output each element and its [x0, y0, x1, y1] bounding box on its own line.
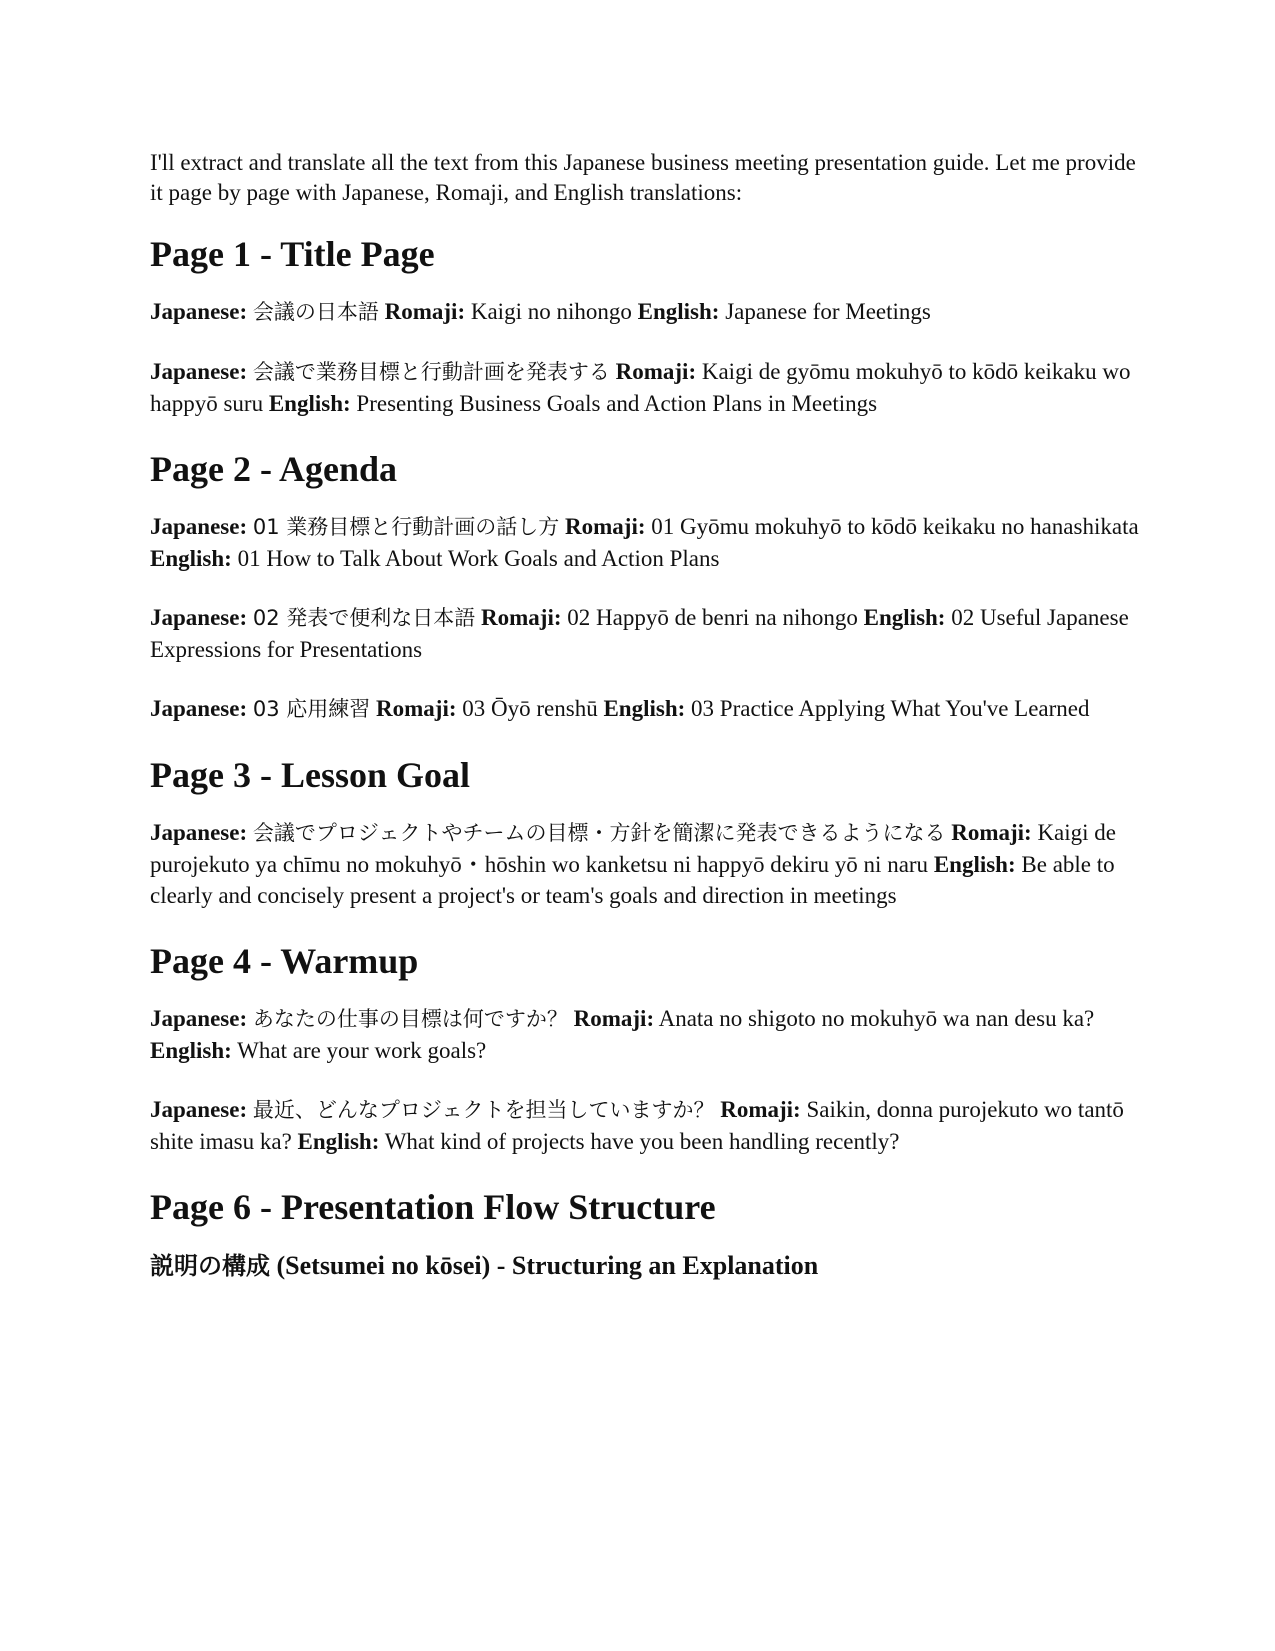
japanese-label: Japanese: [150, 1097, 248, 1122]
english-text: Japanese for Meetings [725, 299, 931, 324]
romaji-label: Romaji: [376, 696, 457, 721]
japanese-label: Japanese: [150, 299, 248, 324]
translation-entry [150, 296, 1140, 328]
intro-paragraph: I'll extract and translate all the text from this Japanese business meeting presentation guide. Let me provide it page by page with Japanese, Romaji, and English translations: [150, 150, 1136, 205]
romaji-label: Romaji: [951, 820, 1032, 845]
english-label: English: [150, 546, 232, 571]
english-label: English: [637, 299, 720, 324]
english-label: English: [297, 1129, 380, 1154]
english-label: English: [150, 1038, 232, 1063]
section-subheading [150, 1249, 1140, 1283]
japanese-text: 01 業務目標と行動計画の話し方 [252, 515, 560, 539]
translation-entry [150, 693, 1140, 725]
subheading-japanese: 説明の構成 [150, 1252, 270, 1280]
document-page [150, 148, 1140, 1283]
english-text: 01 How to Talk About Work Goals and Action Plans [237, 546, 720, 571]
english-label: English: [863, 605, 946, 630]
english-text: 03 Practice Applying What You've Learned [691, 696, 1090, 721]
english-text: Be able to clearly and concisely present a project's or team's goals and direction in meetings [150, 852, 1115, 908]
romaji-text: 02 Happyō de benri na nihongo [567, 605, 858, 630]
english-text: 02 Useful Japanese Expressions for Presentations [150, 605, 1129, 662]
japanese-text: 02 発表で便利な日本語 [252, 606, 476, 630]
japanese-label: Japanese: [150, 514, 248, 539]
romaji-text: 03 Ōyō renshū [462, 696, 598, 721]
subheading-romaji-english: (Setsumei no kōsei) - Structuring an Explanation [270, 1251, 819, 1280]
romaji-text: Kaigi no nihongo [470, 299, 632, 324]
romaji-label: Romaji: [565, 514, 646, 539]
translation-entry [150, 511, 1140, 574]
japanese-text: 会議でプロジェクトやチームの目標・方針を簡潔に発表できるようになる [252, 821, 946, 845]
romaji-label: Romaji: [481, 605, 562, 630]
sections-container [150, 232, 1140, 1157]
romaji-label: Romaji: [573, 1006, 655, 1031]
section-heading: Page 4 - Warmup [150, 941, 419, 981]
japanese-text: 会議の日本語 [252, 300, 379, 324]
japanese-label: Japanese: [150, 1006, 248, 1031]
translation-entry [150, 1003, 1140, 1066]
romaji-text: Kaigi de purojekuto ya chīmu no mokuhyō・hōshin wo kanketsu ni happyō dekiru yō ni naru [150, 820, 1116, 877]
japanese-text: 会議で業務目標と行動計画を発表する [252, 360, 610, 384]
section-heading: Page 2 - Agenda [150, 449, 397, 489]
romaji-text: Kaigi de gyōmu mokuhyō to kōdō keikaku wo happyō suru [150, 359, 1131, 416]
english-label: English: [933, 852, 1016, 877]
romaji-label: Romaji: [720, 1097, 801, 1122]
english-label: English: [603, 696, 686, 721]
japanese-text: 03 応用練習 [252, 697, 371, 721]
romaji-text: Saikin, donna purojekuto wo tantō shite imasu ka? [150, 1097, 1124, 1154]
japanese-text: あなたの仕事の目標は何ですか？ [252, 1007, 568, 1031]
japanese-label: Japanese: [150, 696, 248, 721]
english-text: Presenting Business Goals and Action Plans in Meetings [356, 391, 878, 416]
japanese-label: Japanese: [150, 605, 248, 630]
japanese-label: Japanese: [150, 820, 248, 845]
translation-entry [150, 356, 1140, 419]
translation-entry [150, 602, 1140, 665]
english-text: What are your work goals? [237, 1038, 487, 1063]
japanese-label: Japanese: [150, 359, 248, 384]
romaji-label: Romaji: [384, 299, 466, 324]
japanese-text: 最近、どんなプロジェクトを担当していますか？ [252, 1098, 715, 1122]
english-text: What kind of projects have you been handling recently? [384, 1129, 900, 1154]
section-heading: Page 6 - Presentation Flow Structure [150, 1187, 716, 1227]
romaji-text: Anata no shigoto no mokuhyō wa nan desu ka? [658, 1006, 1095, 1031]
romaji-text: 01 Gyōmu mokuhyō to kōdō keikaku no hanashikata [651, 514, 1139, 539]
section-heading: Page 1 - Title Page [150, 234, 435, 274]
translation-entry [150, 817, 1140, 911]
romaji-label: Romaji: [615, 359, 697, 384]
section-heading: Page 3 - Lesson Goal [150, 755, 470, 795]
english-label: English: [268, 391, 351, 416]
translation-entry [150, 1094, 1140, 1157]
